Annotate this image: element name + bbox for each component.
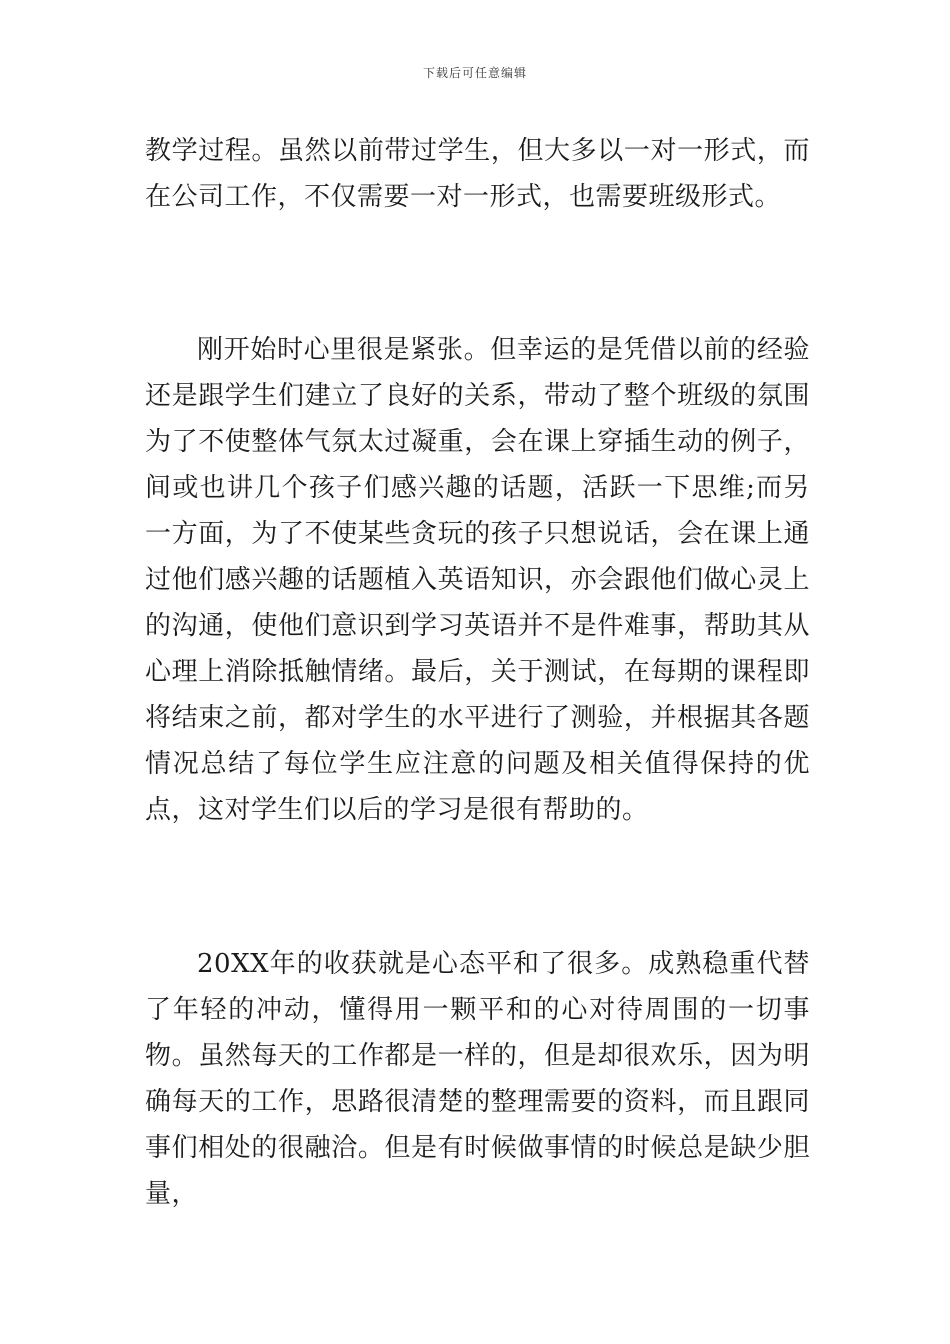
paragraph-continuation: 教学过程。虽然以前带过学生，但大多以一对一形式，而在公司工作，不仅需要一对一形式，也需要班级形式。 [145,136,810,212]
paragraph-spacer [145,220,810,327]
paragraph-spacer [145,833,810,941]
page-header-note: 下载后可任意编辑 [422,66,527,80]
paragraph-gains: 20XX年的收获就是心态平和了很多。成熟稳重代替了年轻的冲动，懂得用一颗平和的心对待周围的一切事物。虽然每天的工作都是一样的，但是却很欢乐，因为明确每天的工作，思路很清楚的整理需要的资料，而且跟同事们相处的很融洽。但是有时候做事情的时候总是缺少胆量， [145,949,810,1209]
document-body [145,128,810,1217]
paragraph-teaching: 刚开始时心里很是紧张。但幸运的是凭借以前的经验还是跟学生们建立了良好的关系，带动了整个班级的氛围为了不使整体气氛太过凝重，会在课上穿插生动的例子，间或也讲几个孩子们感兴趣的话题，活跃一下思维;而另一方面，为了不使某些贪玩的孩子只想说话，会在课上通过他们感兴趣的话题植入英语知识，亦会跟他们做心灵上的沟通，使他们意识到学习英语并不是件难事，帮助其从心理上消除抵触情绪。最后，关于测试，在每期的课程即将结束之前，都对学生的水平进行了测验，并根据其各题情况总结了每位学生应注意的问题及相关值得保持的优点，这对学生们以后的学习是很有帮助的。 [145,335,810,825]
